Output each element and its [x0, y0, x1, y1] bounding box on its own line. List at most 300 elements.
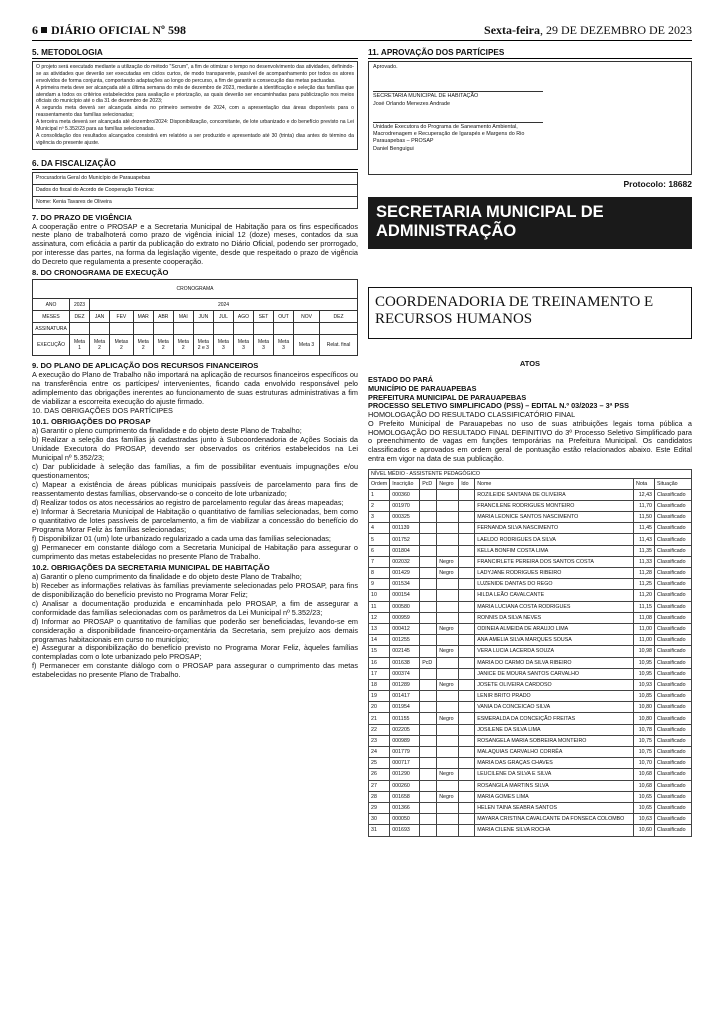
- execucao-meta-num: 2: [120, 345, 123, 352]
- mes-cell: MAI: [173, 311, 193, 323]
- table-row: [369, 769, 692, 780]
- table-cell: [459, 769, 475, 780]
- table-cell: 001255: [390, 635, 420, 646]
- execucao-meta-num: 2: [181, 345, 185, 352]
- execucao-cell: [173, 335, 193, 356]
- table-cell: 14: [369, 635, 390, 646]
- table-cell: 16: [369, 657, 390, 668]
- table-cell: 11,70: [634, 500, 655, 511]
- assinatura-cell: [193, 323, 213, 335]
- execucao-cell: [274, 335, 294, 356]
- table-cell: 11,33: [634, 556, 655, 567]
- table-cell: [459, 668, 475, 679]
- table-cell: 001693: [390, 825, 420, 836]
- execucao-cell: [193, 335, 213, 356]
- table-cell: [459, 545, 475, 556]
- table-cell: [420, 500, 437, 511]
- table-cell: Classificado: [655, 825, 692, 836]
- table-cell: Classificado: [655, 590, 692, 601]
- table-cell: MARIA DO CARMO DA SILVA RIBEIRO: [475, 657, 634, 668]
- signature-name: José Orlando Menezes Andrade: [373, 100, 451, 107]
- table-row: [369, 489, 692, 500]
- table-cell: 11,35: [634, 545, 655, 556]
- table-cell: [437, 668, 459, 679]
- mes-cell: JAN: [90, 311, 110, 323]
- table-header-cell: Nota: [634, 478, 655, 489]
- table-cell: 001155: [390, 713, 420, 724]
- table-cell: VANIA DA CONCEICAO SILVA: [475, 702, 634, 713]
- execucao-meta-num: 2: [141, 345, 145, 352]
- estado-line: ESTADO DO PARÁ: [368, 375, 433, 384]
- table-header-cell: Negro: [437, 478, 459, 489]
- table-cell: Classificado: [655, 702, 692, 713]
- execucao-meta-num: 2 e 3: [197, 345, 209, 352]
- table-cell: MAYARA CRISTINA CAVALCANTE DA FONSECA COLOMBO: [475, 814, 634, 825]
- table-cell: [459, 612, 475, 623]
- execucao-cell: [294, 335, 320, 356]
- table-cell: [420, 769, 437, 780]
- assinatura-cell: [90, 323, 110, 335]
- assinatura-cell: [320, 323, 358, 335]
- table-cell: Classificado: [655, 612, 692, 623]
- table-cell: Negro: [437, 623, 459, 634]
- table-header-cell: PcD: [420, 478, 437, 489]
- signature-block-prosap: [373, 122, 543, 153]
- table-cell: Negro: [437, 556, 459, 567]
- table-cell: 15: [369, 646, 390, 657]
- table-cell: Classificado: [655, 724, 692, 735]
- table-cell: Negro: [437, 791, 459, 802]
- prosap-obligation: e) Informar à Secretaria Municipal de Habitação o quantitativo de famílias selecionadas, bem como o quantitativo de lotes passíveis de parcelamento, a fim de viabilizar a concessão do benefício do Programa Morar Feliz às famílias selecionadas;: [32, 506, 358, 534]
- table-cell: 10,68: [634, 769, 655, 780]
- aprovacao-box: [368, 61, 692, 175]
- table-cell: [437, 814, 459, 825]
- journal-title: DIÁRIO OFICIAL Nº 598: [51, 23, 186, 37]
- table-cell: 11,08: [634, 612, 655, 623]
- table-cell: 001429: [390, 568, 420, 579]
- assinatura-cell: [274, 323, 294, 335]
- table-cell: [459, 702, 475, 713]
- table-cell: 11,00: [634, 623, 655, 634]
- table-cell: Classificado: [655, 489, 692, 500]
- table-cell: [437, 780, 459, 791]
- table-cell: 11,43: [634, 534, 655, 545]
- table-cell: 000360: [390, 489, 420, 500]
- table-cell: FRANCIRLETE PEREIRA DOS SANTOS COSTA: [475, 556, 634, 567]
- table-cell: 10,98: [634, 646, 655, 657]
- table-cell: JOSILENE DA SILVA LIMA: [475, 724, 634, 735]
- table-cell: [459, 657, 475, 668]
- table-cell: Classificado: [655, 646, 692, 657]
- table-cell: 2: [369, 500, 390, 511]
- table-cell: Classificado: [655, 679, 692, 690]
- table-cell: [459, 568, 475, 579]
- execucao-meta: Meta: [177, 339, 189, 346]
- table-cell: Classificado: [655, 713, 692, 724]
- table-cell: 10,65: [634, 802, 655, 813]
- table-cell: [437, 590, 459, 601]
- table-cell: [437, 545, 459, 556]
- table-header-cell: Inscrição: [390, 478, 420, 489]
- table-cell: 10,95: [634, 668, 655, 679]
- execucao-cell: [110, 335, 134, 356]
- execucao-cell: [320, 335, 358, 356]
- execucao-meta: Meta: [257, 339, 270, 346]
- table-cell: [420, 556, 437, 567]
- table-cell: JOSETE OLIVEIRA CARDOSO: [475, 679, 634, 690]
- metodologia-paragraph: A segunda meta deverá ser alcançada ainda no primeiro semestre de 2024, com a apresentação das áreas disponíveis para o reassentamento das famílias selecionadas;: [36, 105, 354, 119]
- table-cell: [459, 691, 475, 702]
- processo-line: PROCESSO SELETIVO SIMPLIFICADO (PSS) – EDITAL N.º 03/2023 – 3ª PSS: [368, 401, 629, 411]
- table-cell: 001534: [390, 579, 420, 590]
- table-cell: Classificado: [655, 747, 692, 758]
- assinatura-cell: [110, 323, 134, 335]
- table-cell: [437, 702, 459, 713]
- execucao-meta: Meta: [73, 339, 86, 346]
- left-column: [32, 46, 358, 680]
- table-cell: Classificado: [655, 769, 692, 780]
- table-cell: 10,85: [634, 691, 655, 702]
- execucao-cell: [90, 335, 110, 356]
- table-cell: [420, 814, 437, 825]
- table-cell: [437, 758, 459, 769]
- table-cell: 19: [369, 691, 390, 702]
- table-cell: Classificado: [655, 623, 692, 634]
- execucao-meta: Metas: [114, 339, 129, 346]
- table-cell: 000374: [390, 668, 420, 679]
- table-row: [369, 512, 692, 523]
- table-row: [369, 523, 692, 534]
- prosap-obligation: g) Permanecer em constante diálogo com a Secretaria Municipal de Habitação para assegurar o cumprimento das metas estabelecidas no presente Plano de Trabalho.: [32, 542, 358, 561]
- table-cell: [437, 691, 459, 702]
- table-cell: Negro: [437, 769, 459, 780]
- table-cell: [437, 489, 459, 500]
- table-cell: [459, 556, 475, 567]
- table-row: [369, 668, 692, 679]
- section-metodologia-title: 5. METODOLOGIA: [32, 48, 358, 59]
- table-row: [369, 579, 692, 590]
- mes-cell: AGO: [233, 311, 253, 323]
- table-row: [369, 702, 692, 713]
- section-cronograma-title: 8. DO CRONOGRAMA DE EXECUÇÃO: [32, 268, 169, 278]
- page-number: 6: [32, 23, 38, 37]
- classification-table: [368, 469, 692, 837]
- table-row: [369, 679, 692, 690]
- table-cell: JANICE DE MOURA SANTOS CARVALHO: [475, 668, 634, 679]
- table-cell: [459, 579, 475, 590]
- table-cell: [437, 500, 459, 511]
- execucao-cell: [253, 335, 273, 356]
- assinatura-cell: [233, 323, 253, 335]
- habitacao-obligation: f) Permanecer em constante diálogo com o PROSAP para assegurar o cumprimento das metas estabelecidas no presente Plano de Trabalho.: [32, 661, 358, 680]
- table-cell: HILDA LEÃO CAVALCANTE: [475, 590, 634, 601]
- table-cell: LENIR BRITO PRADO: [475, 691, 634, 702]
- table-cell: 000325: [390, 512, 420, 523]
- table-cell: 001752: [390, 534, 420, 545]
- table-row: [369, 747, 692, 758]
- assinatura-cell: [213, 323, 233, 335]
- signature-org: Unidade Executora do Programa de Saneamento Ambiental, Macrodrenagem e Recuperação de Igarapés e Margens do Rio Parauapebas – PROSAP: [373, 123, 525, 145]
- table-cell: 22: [369, 724, 390, 735]
- table-cell: [420, 668, 437, 679]
- assinatura-cell: [294, 323, 320, 335]
- table-cell: 10,95: [634, 657, 655, 668]
- table-cell: Negro: [437, 646, 459, 657]
- table-cell: [437, 635, 459, 646]
- ano-2024: 2024: [90, 299, 358, 311]
- table-cell: Classificado: [655, 556, 692, 567]
- table-row: [369, 612, 692, 623]
- table-cell: MALAQUIAS CARVALHO CORRÊA: [475, 747, 634, 758]
- square-bullet-icon: [41, 27, 47, 33]
- table-header-cell: Situação: [655, 478, 692, 489]
- table-cell: 31: [369, 825, 390, 836]
- metodologia-paragraph: A consolidação dos resultados alcançados consistirá em relatório a ser produzido e apresentado até 30 (trinta) dias antes do término da vigência do presente ajuste.: [36, 132, 354, 146]
- mes-cell: DEZ: [320, 311, 358, 323]
- table-cell: [459, 791, 475, 802]
- meses-label: MESES: [33, 311, 70, 323]
- protocol-number: Protocolo: 18682: [623, 179, 692, 189]
- table-cell: Classificado: [655, 780, 692, 791]
- table-cell: Classificado: [655, 523, 692, 534]
- execucao-meta: Meta: [217, 339, 229, 346]
- table-cell: 10,80: [634, 713, 655, 724]
- table-cell: ODINEIA ALMEIDA DE ARAUJO LIMA: [475, 623, 634, 634]
- table-cell: 001954: [390, 702, 420, 713]
- coordenadoria-title: COORDENADORIA DE TREINAMENTO E RECURSOS HUMANOS: [368, 287, 692, 339]
- table-cell: Classificado: [655, 545, 692, 556]
- table-cell: [437, 747, 459, 758]
- table-cell: [437, 724, 459, 735]
- table-cell: 29: [369, 802, 390, 813]
- habitacao-obligation: e) Assegurar a disponibilização do benefício previsto no Programa Morar Feliz, àqueles famílias contempladas com o lote urbanizado pelo PROSAP;: [32, 643, 358, 662]
- table-cell: 000580: [390, 601, 420, 612]
- table-cell: [459, 802, 475, 813]
- table-row: [369, 635, 692, 646]
- table-cell: [459, 679, 475, 690]
- table-cell: 001139: [390, 523, 420, 534]
- table-cell: 11,28: [634, 568, 655, 579]
- table-cell: RONNIS DA SILVA NEVES: [475, 612, 634, 623]
- table-cell: [420, 635, 437, 646]
- table-caption: NÍVEL MÉDIO - ASSISTENTE PEDAGÓGICO: [369, 469, 692, 478]
- table-cell: 000959: [390, 612, 420, 623]
- section-9-title: 9. DO PLANO DE APLICAÇÃO DOS RECURSOS FINANCEIROS: [32, 361, 259, 371]
- execucao-meta-num: 1: [78, 345, 81, 352]
- table-row: [369, 534, 692, 545]
- table-row: [369, 802, 692, 813]
- table-cell: [420, 623, 437, 634]
- execucao-meta-num: 2: [98, 345, 101, 352]
- table-row: [369, 814, 692, 825]
- section-10-title: 10. DAS OBRIGAÇÕES DOS PARTÍCIPES: [32, 406, 173, 416]
- assinatura-cell: [173, 323, 193, 335]
- table-cell: [437, 512, 459, 523]
- table-cell: [420, 702, 437, 713]
- table-cell: Classificado: [655, 735, 692, 746]
- table-cell: 002032: [390, 556, 420, 567]
- table-row: [369, 791, 692, 802]
- table-cell: LAELDO RODRIGUES DA SILVA: [475, 534, 634, 545]
- table-cell: KELLA BONFIM COSTA LIMA: [475, 545, 634, 556]
- table-cell: [459, 635, 475, 646]
- aprovado-label: Aprovado.: [373, 64, 398, 70]
- secretaria-banner: SECRETARIA MUNICIPAL DE ADMINISTRAÇÃO: [368, 197, 692, 249]
- table-cell: 1: [369, 489, 390, 500]
- table-cell: 26: [369, 769, 390, 780]
- execucao-cell: [153, 335, 173, 356]
- homologacao-text: O Prefeito Municipal de Parauapebas no uso de suas atribuições legais torna pública a HOMOLOGAÇÃO DO RESULTADO FINAL DEFINITIVO do 3º Processo Seletivo Simplificado para o preenchimento de vagas em funções temporárias na Prefeitura Municipal. Os candidatos classificados e aprovados em ordem geral de pontuação estão relacionados abaixo. Este Edital entra em vigor na data de sua publicação.: [368, 418, 692, 463]
- table-row: [369, 713, 692, 724]
- table-cell: 11,50: [634, 512, 655, 523]
- table-cell: 001779: [390, 747, 420, 758]
- table-cell: Classificado: [655, 601, 692, 612]
- table-row: [369, 758, 692, 769]
- table-cell: Classificado: [655, 512, 692, 523]
- table-cell: PcD: [420, 657, 437, 668]
- table-cell: Classificado: [655, 568, 692, 579]
- mes-cell: SET: [253, 311, 273, 323]
- execucao-meta: Meta: [197, 339, 209, 346]
- table-cell: [437, 825, 459, 836]
- table-cell: [437, 802, 459, 813]
- prosap-obligation: c) Mapear a existência de áreas públicas municipais passíveis de parcelamento para fins de reassentamento destas famílias, observando-se o conceito de lote urbanizado;: [32, 480, 358, 498]
- table-cell: [420, 780, 437, 791]
- table-cell: 5: [369, 534, 390, 545]
- table-cell: [420, 489, 437, 500]
- table-cell: 001658: [390, 791, 420, 802]
- table-cell: [459, 646, 475, 657]
- table-cell: 12,43: [634, 489, 655, 500]
- table-cell: [420, 612, 437, 623]
- table-cell: Classificado: [655, 635, 692, 646]
- execucao-cell: [233, 335, 253, 356]
- table-cell: [420, 825, 437, 836]
- assinatura-label: ASSINATURA: [33, 323, 70, 335]
- table-row: [369, 556, 692, 567]
- table-cell: Classificado: [655, 791, 692, 802]
- cronograma-caption: CRONOGRAMA: [33, 280, 358, 299]
- table-cell: ROSANGILA MARTINS SILVA: [475, 780, 634, 791]
- execucao-meta: Meta: [237, 339, 250, 346]
- execucao-label: EXECUÇÃO: [33, 335, 70, 356]
- table-cell: [459, 523, 475, 534]
- table-cell: Negro: [437, 679, 459, 690]
- section-9-text: A execução do Plano de Trabalho não importará na aplicação de recursos financeiros específicos ou na transferência entre os partícipes/ intervenientes, ficando cada envolvido responsável pelo adimplemento das obrigações inerentes ao funcionamento de suas estruturas administrativas a fim de viabilizar a escorreita execução do ajuste firmado.: [32, 370, 358, 407]
- table-cell: 001417: [390, 691, 420, 702]
- table-cell: 30: [369, 814, 390, 825]
- table-cell: FRANCILENE RODRIGUES MONTEIRO: [475, 500, 634, 511]
- table-cell: 28: [369, 791, 390, 802]
- table-cell: Classificado: [655, 668, 692, 679]
- section-aprovacao-title: 11. APROVAÇÃO DOS PARTÍCIPES: [368, 48, 692, 59]
- section-10-1-title: 10.1. OBRIGAÇÕES DO PROSAP: [32, 417, 151, 427]
- homologacao-line: HOMOLOGAÇÃO DO RESULTADO CLASSIFICATÓRIO FINAL: [368, 410, 576, 419]
- execucao-meta: Meta: [277, 339, 290, 346]
- table-cell: MARIA LEONICE SANTOS NASCIMENTO: [475, 512, 634, 523]
- table-cell: 001290: [390, 769, 420, 780]
- prosap-obligation: a) Garantir o pleno cumprimento da finalidade e do objeto deste Plano de Trabalho;: [32, 426, 302, 436]
- fiscalizacao-table: [32, 172, 358, 209]
- table-cell: [420, 523, 437, 534]
- table-row: [369, 735, 692, 746]
- table-cell: 20: [369, 702, 390, 713]
- table-cell: Classificado: [655, 657, 692, 668]
- table-cell: [459, 747, 475, 758]
- metodologia-box: [32, 61, 358, 150]
- table-cell: [420, 758, 437, 769]
- table-cell: Classificado: [655, 534, 692, 545]
- header-date: [484, 23, 692, 38]
- signature-name: Daniel Benguigui: [373, 145, 414, 152]
- table-row: [369, 623, 692, 634]
- table-cell: 12: [369, 612, 390, 623]
- table-cell: 11,25: [634, 579, 655, 590]
- prefeitura-line: PREFEITURA MUNICIPAL DE PARAUAPEBAS: [368, 392, 527, 402]
- table-cell: 10,68: [634, 780, 655, 791]
- table-row: [369, 590, 692, 601]
- habitacao-obligation: c) Analisar a documentação produzida e encaminhada pelo PROSAP, a fim de assegurar a conformidade das famílias selecionadas com os parâmetros da Lei Municipal nº 5.352/23;: [32, 598, 358, 617]
- table-cell: [420, 724, 437, 735]
- table-cell: MARIA LUCIANA COSTA RODRIGUES: [475, 601, 634, 612]
- table-cell: 6: [369, 545, 390, 556]
- execucao-meta: Relat. final: [326, 342, 351, 349]
- execucao-meta: Meta: [94, 339, 106, 346]
- table-cell: [459, 489, 475, 500]
- table-cell: 10: [369, 590, 390, 601]
- mes-cell: ABR: [153, 311, 173, 323]
- cronograma-table: [32, 279, 358, 356]
- table-cell: 4: [369, 523, 390, 534]
- table-cell: 7: [369, 556, 390, 567]
- table-cell: [420, 512, 437, 523]
- table-cell: 001804: [390, 545, 420, 556]
- table-cell: Classificado: [655, 758, 692, 769]
- table-cell: [459, 713, 475, 724]
- header-weekday: Sexta-feira: [484, 23, 540, 37]
- table-cell: 000260: [390, 780, 420, 791]
- table-cell: 002145: [390, 646, 420, 657]
- table-cell: 25: [369, 758, 390, 769]
- table-cell: 000412: [390, 623, 420, 634]
- table-cell: ANA AMELIA SILVA MARQUES SOUSA: [475, 635, 634, 646]
- execucao-cell: [70, 335, 90, 356]
- execucao-cell: [213, 335, 233, 356]
- table-cell: [420, 802, 437, 813]
- table-cell: ROZILEIDE SANTANA DE OLIVEIRA: [475, 489, 634, 500]
- table-row: [369, 691, 692, 702]
- section-fiscalizacao-title: 6. DA FISCALIZAÇÃO: [32, 159, 358, 170]
- atos-heading: ATOS: [519, 359, 541, 368]
- table-cell: Classificado: [655, 691, 692, 702]
- table-cell: 000717: [390, 758, 420, 769]
- fiscalizacao-row: Dados do fiscal do Acordo de Cooperação Técnica:: [33, 184, 358, 196]
- table-cell: 11,20: [634, 590, 655, 601]
- table-cell: [420, 568, 437, 579]
- table-row: [369, 500, 692, 511]
- table-cell: HELEN TAINA SEABRA SANTOS: [475, 802, 634, 813]
- mes-cell: JUN: [193, 311, 213, 323]
- table-row: [369, 780, 692, 791]
- mes-cell: MAR: [133, 311, 153, 323]
- table-cell: LADYJANE RODRIGUES RIBEIRO: [475, 568, 634, 579]
- signature-block-habitacao: [373, 91, 543, 108]
- table-cell: 9: [369, 579, 390, 590]
- prazo-text: A cooperação entre o PROSAP e a Secretaria Municipal de Habitação para os fins especificados neste plano de trabalhoterá como prazo de vigência inicial 12 (doze) meses, contados da sua assinatura, com eficácia a partir da publicação do extrato no Diário Oficial, podendo ser prorrogado, por interesse das partes, na forma da legislação vigente, desde que respeitado o prazo de vigência do Decreto que regulamenta a presente cooperação.: [32, 221, 358, 267]
- table-cell: [459, 825, 475, 836]
- table-cell: 10,78: [634, 724, 655, 735]
- table-cell: 21: [369, 713, 390, 724]
